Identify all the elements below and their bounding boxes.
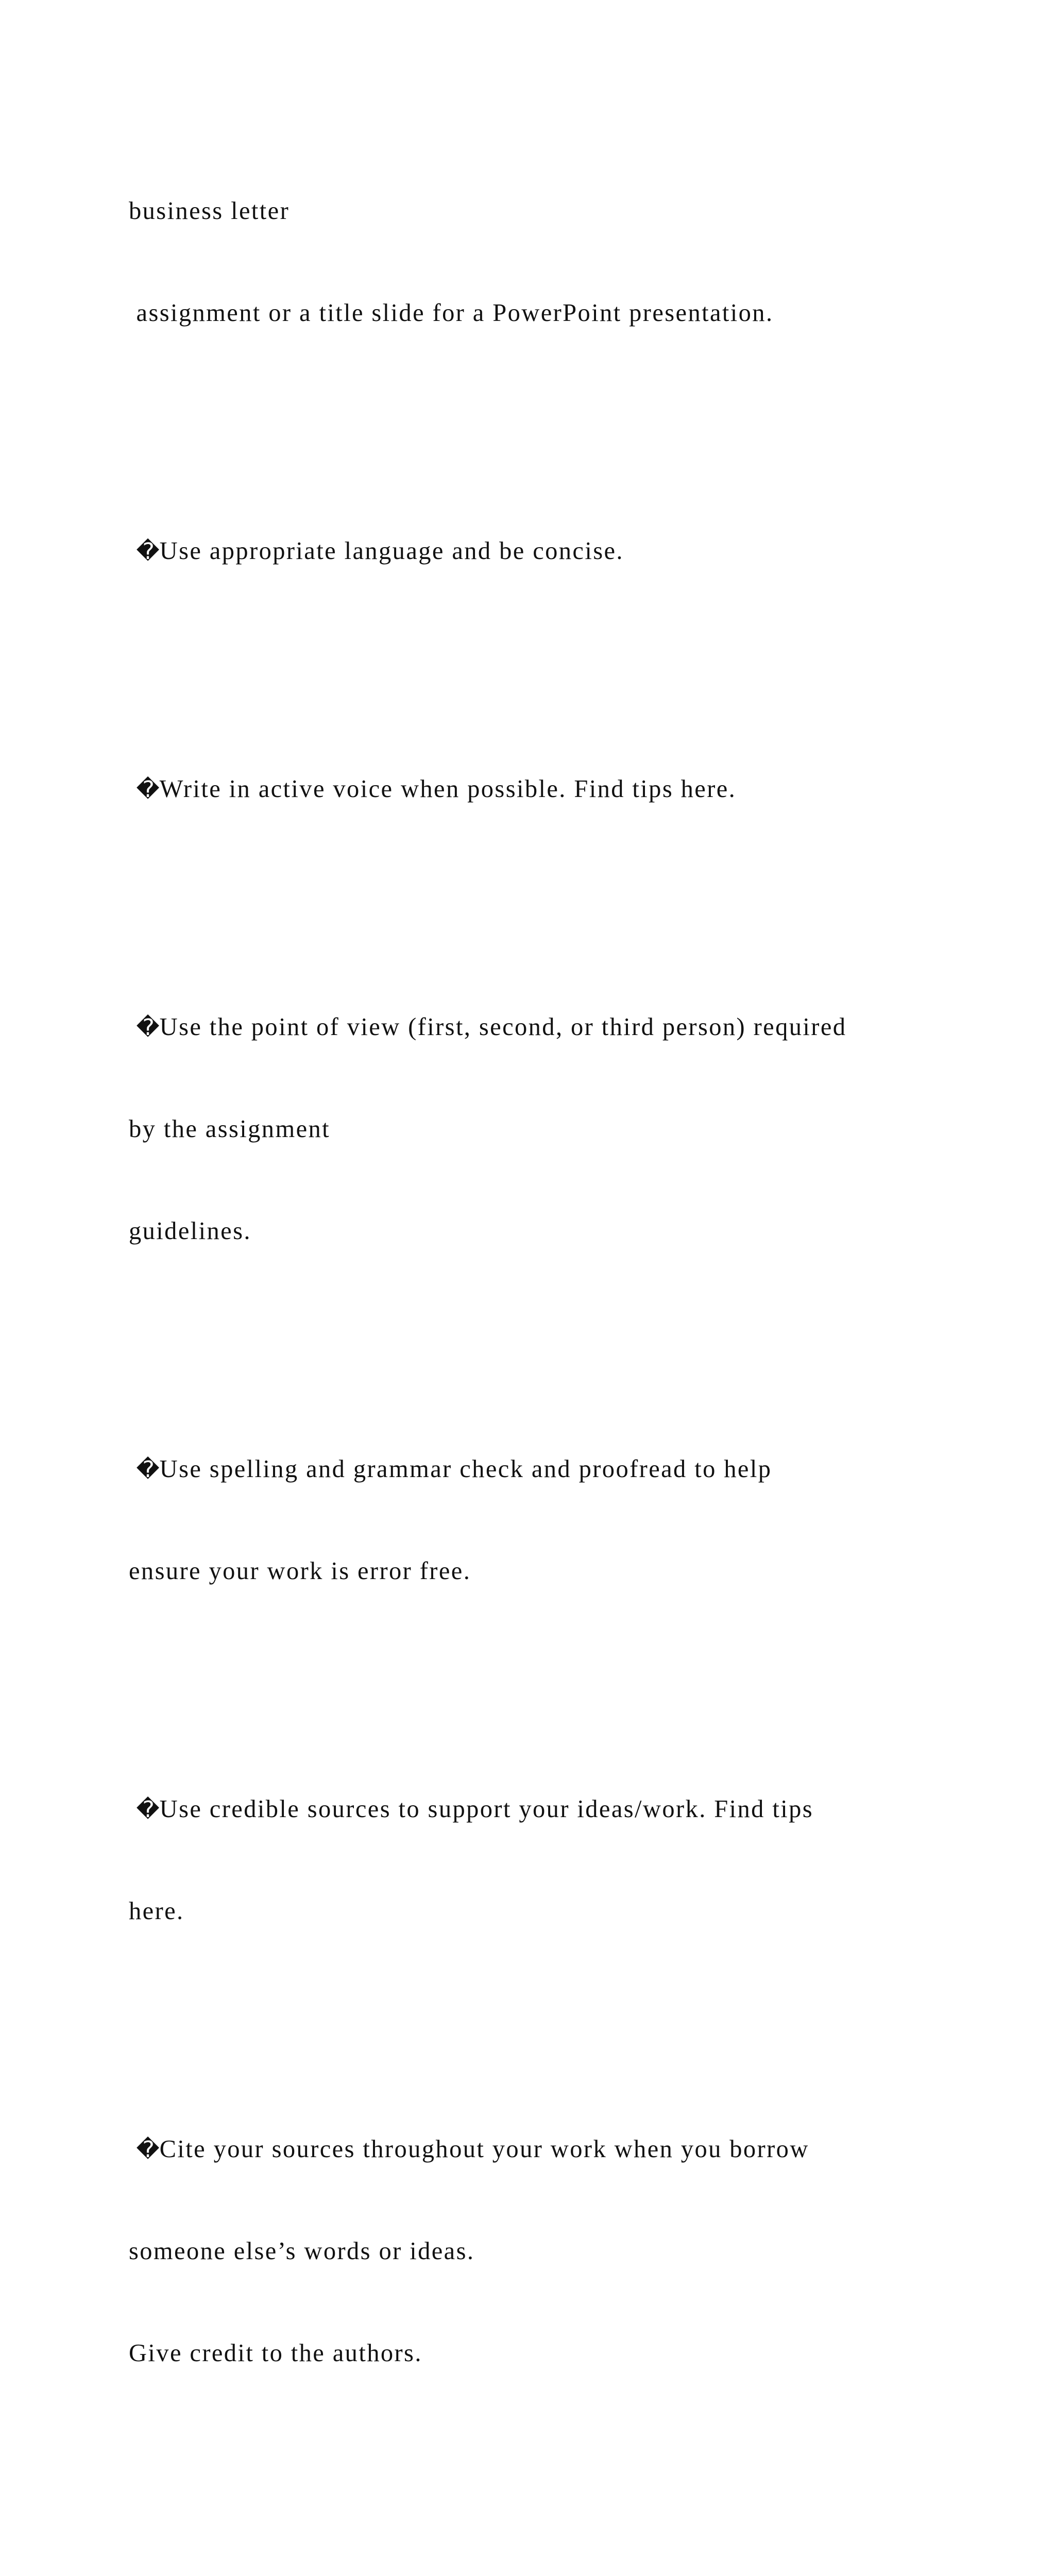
text-line: Use spelling and grammar check and proofread to help	[159, 1455, 772, 1483]
text-line: guidelines.	[129, 1217, 251, 1245]
text-line: Cite your sources throughout your work when you borrow	[159, 2136, 809, 2163]
document-text	[129, 126, 979, 2576]
text-line: Use credible sources to support your ideas/work. Find tips	[159, 1795, 813, 1823]
blank-line	[129, 636, 979, 670]
bullet-line	[129, 1452, 979, 1486]
text-line: Write in active voice when possible. Find tips here.	[159, 775, 737, 803]
text-line: assignment or a title slide for a PowerPoint presentation.	[129, 299, 774, 327]
replacement-char-icon: �	[136, 776, 160, 803]
replacement-char-icon: �	[136, 2137, 160, 2163]
blank-line	[129, 1316, 979, 1350]
blank-line	[129, 2438, 979, 2472]
replacement-char-icon: �	[136, 1014, 160, 1041]
blank-line	[129, 874, 979, 908]
blank-line	[129, 1656, 979, 1690]
text-line: ensure your work is error free.	[129, 1557, 471, 1585]
bullet-line	[129, 772, 979, 806]
bullet-line	[129, 2574, 979, 2576]
bullet-line	[129, 1792, 979, 1826]
blank-line	[129, 1996, 979, 2030]
blank-line	[129, 398, 979, 432]
text-line: here.	[129, 1897, 184, 1925]
replacement-char-icon: �	[136, 538, 160, 565]
text-line: business letter	[129, 197, 290, 225]
text-line: someone else’s words or ideas.	[129, 2238, 475, 2265]
bullet-line	[129, 534, 979, 568]
text-line: Give credit to the authors.	[129, 2340, 422, 2367]
bullet-line	[129, 1010, 979, 1044]
replacement-char-icon: �	[136, 1456, 160, 1483]
text-line: by the assignment	[129, 1115, 331, 1143]
text-line: Use the point of view (first, second, or third person) required	[159, 1013, 847, 1041]
bullet-line	[129, 2132, 979, 2166]
text-line: Use appropriate language and be concise.	[159, 537, 624, 565]
replacement-char-icon: �	[136, 1797, 160, 1823]
